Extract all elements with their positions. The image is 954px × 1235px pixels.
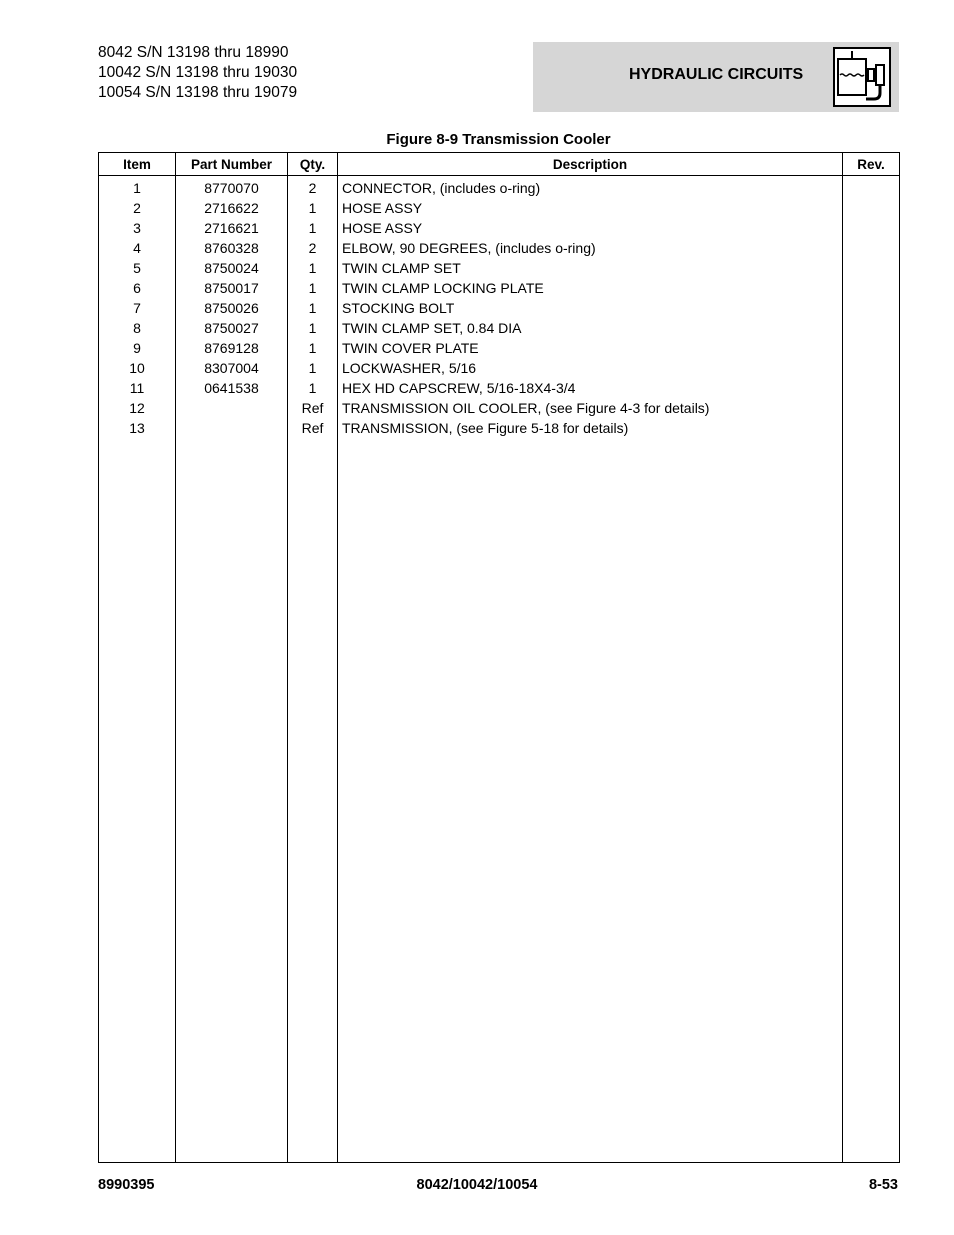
column-header-qty: Qty. xyxy=(288,153,338,176)
column-header-description: Description xyxy=(338,153,843,176)
column-header-rev: Rev. xyxy=(843,153,900,176)
item-number-cell: 1 xyxy=(99,176,176,199)
table-row xyxy=(99,238,900,258)
description-cell: LOCKWASHER, 5/16 xyxy=(338,358,843,378)
footer-page-number: 8-53 xyxy=(868,1177,898,1193)
rev-cell xyxy=(843,418,900,438)
column-header-part-number: Part Number xyxy=(176,153,288,176)
qty-cell: 1 xyxy=(288,278,338,298)
qty-cell: 2 xyxy=(288,176,338,199)
part-number-cell: 8770070 xyxy=(176,176,288,199)
qty-cell: 1 xyxy=(288,298,338,318)
table-row xyxy=(99,278,900,298)
qty-cell: 1 xyxy=(288,338,338,358)
column-header-item: Item xyxy=(99,153,176,176)
table-row xyxy=(99,338,900,358)
rev-cell xyxy=(843,398,900,418)
qty-cell: Ref xyxy=(288,398,338,418)
serial-line: 10042 S/N 13198 thru 19030 xyxy=(98,64,298,81)
part-number-cell: 8760328 xyxy=(176,238,288,258)
rev-cell xyxy=(843,258,900,278)
item-number-cell: 7 xyxy=(99,298,176,318)
part-number-cell: 8307004 xyxy=(176,358,288,378)
qty-cell: Ref xyxy=(288,418,338,438)
rev-cell xyxy=(843,378,900,398)
part-number-cell: 2716621 xyxy=(176,218,288,238)
item-number-cell: 9 xyxy=(99,338,176,358)
section-title: HYDRAULIC CIRCUITS xyxy=(629,66,804,83)
section-header xyxy=(533,42,899,112)
table-row xyxy=(99,218,900,238)
description-cell: HEX HD CAPSCREW, 5/16-18X4-3/4 xyxy=(338,378,843,398)
item-number-cell: 6 xyxy=(99,278,176,298)
qty-cell: 2 xyxy=(288,238,338,258)
serial-line: 10054 S/N 13198 thru 19079 xyxy=(98,84,298,101)
table-filler-row xyxy=(99,438,900,1163)
table-row xyxy=(99,358,900,378)
model-serial-block xyxy=(98,43,297,103)
description-cell: TWIN COVER PLATE xyxy=(338,338,843,358)
rev-cell xyxy=(843,298,900,318)
parts-table xyxy=(98,152,900,1163)
part-number-cell: 8750027 xyxy=(176,318,288,338)
table-row xyxy=(99,418,900,438)
serial-line: 8042 S/N 13198 thru 18990 xyxy=(98,44,289,61)
description-cell: ELBOW, 90 DEGREES, (includes o-ring) xyxy=(338,238,843,258)
rev-cell xyxy=(843,218,900,238)
item-number-cell: 10 xyxy=(99,358,176,378)
item-number-cell: 2 xyxy=(99,198,176,218)
hydraulic-reservoir-icon xyxy=(833,47,891,107)
item-number-cell: 8 xyxy=(99,318,176,338)
qty-cell: 1 xyxy=(288,378,338,398)
table-row xyxy=(99,258,900,278)
item-number-cell: 13 xyxy=(99,418,176,438)
description-cell: CONNECTOR, (includes o-ring) xyxy=(338,176,843,199)
qty-cell: 1 xyxy=(288,198,338,218)
description-cell: STOCKING BOLT xyxy=(338,298,843,318)
rev-cell xyxy=(843,278,900,298)
footer-models: 8042/10042/10054 xyxy=(416,1177,538,1193)
item-number-cell: 12 xyxy=(99,398,176,418)
item-number-cell: 11 xyxy=(99,378,176,398)
table-row xyxy=(99,298,900,318)
rev-cell xyxy=(843,338,900,358)
part-number-cell: 8769128 xyxy=(176,338,288,358)
item-number-cell: 3 xyxy=(99,218,176,238)
qty-cell: 1 xyxy=(288,258,338,278)
rev-cell xyxy=(843,176,900,199)
table-header-row xyxy=(99,153,900,176)
rev-cell xyxy=(843,198,900,218)
table-row xyxy=(99,198,900,218)
table-row xyxy=(99,318,900,338)
item-number-cell: 4 xyxy=(99,238,176,258)
part-number-cell: 8750017 xyxy=(176,278,288,298)
item-number-cell: 5 xyxy=(99,258,176,278)
description-cell: TRANSMISSION OIL COOLER, (see Figure 4-3 for details) xyxy=(338,398,843,418)
rev-cell xyxy=(843,238,900,258)
figure-title: Figure 8-9 Transmission Cooler xyxy=(386,131,611,148)
qty-cell: 1 xyxy=(288,358,338,378)
description-cell: TWIN CLAMP SET, 0.84 DIA xyxy=(338,318,843,338)
description-cell: TRANSMISSION, (see Figure 5-18 for details) xyxy=(338,418,843,438)
part-number-cell: 0641538 xyxy=(176,378,288,398)
qty-cell: 1 xyxy=(288,318,338,338)
part-number-cell: 2716622 xyxy=(176,198,288,218)
description-cell: TWIN CLAMP LOCKING PLATE xyxy=(338,278,843,298)
rev-cell xyxy=(843,318,900,338)
part-number-cell xyxy=(176,398,288,418)
table-row xyxy=(99,176,900,199)
rev-cell xyxy=(843,358,900,378)
part-number-cell: 8750024 xyxy=(176,258,288,278)
qty-cell: 1 xyxy=(288,218,338,238)
footer-document-number: 8990395 xyxy=(98,1177,155,1193)
table-row xyxy=(99,398,900,418)
description-cell: HOSE ASSY xyxy=(338,198,843,218)
part-number-cell: 8750026 xyxy=(176,298,288,318)
table-row xyxy=(99,378,900,398)
description-cell: HOSE ASSY xyxy=(338,218,843,238)
description-cell: TWIN CLAMP SET xyxy=(338,258,843,278)
part-number-cell xyxy=(176,418,288,438)
